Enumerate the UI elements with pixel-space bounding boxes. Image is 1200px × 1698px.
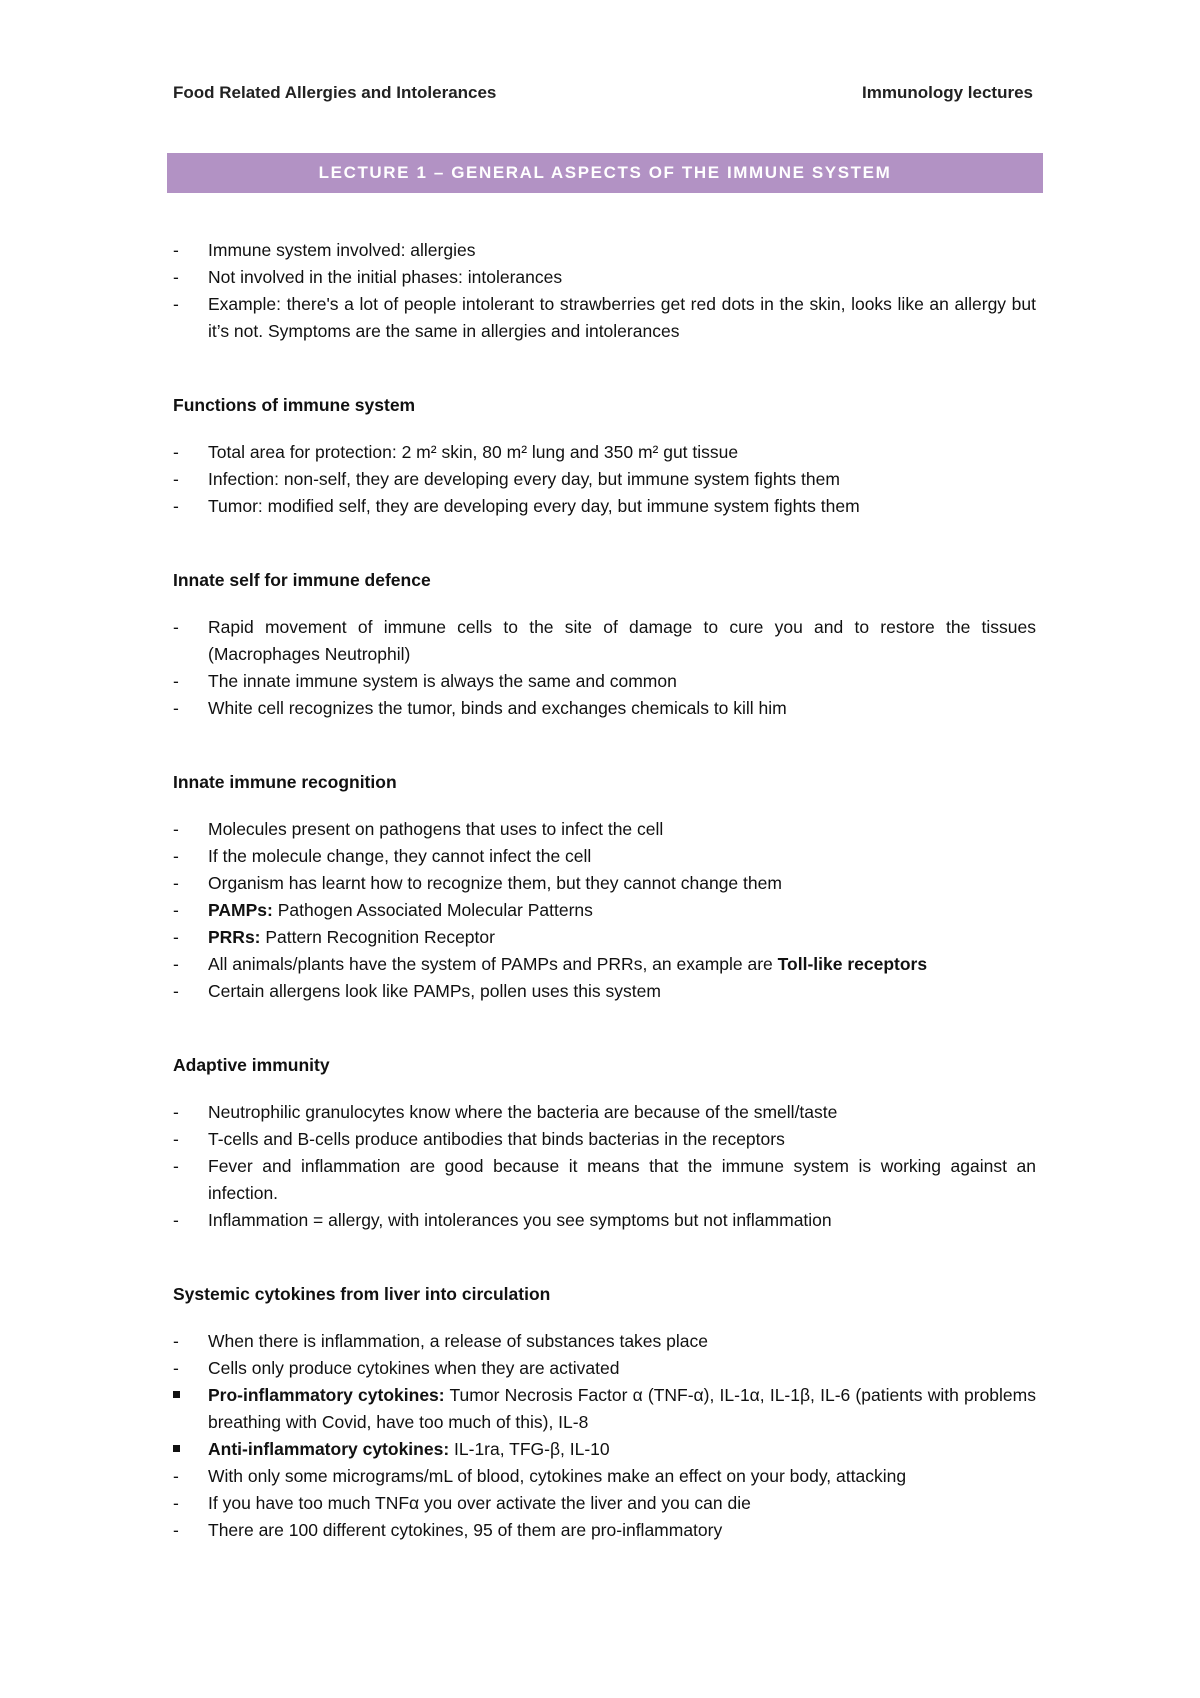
dash-bullet	[173, 951, 193, 978]
dash-bullet	[173, 493, 193, 520]
list-item	[173, 1207, 1036, 1234]
dash-bullet	[173, 695, 193, 722]
list-item	[173, 1328, 1036, 1355]
list-item	[173, 1126, 1036, 1153]
dash-bullet	[173, 1126, 193, 1153]
list-item-text: Tumor Necrosis Factor α (TNF-α), IL-1α, IL-1β, IL-6 (patients with problems breathing with Covid, have too much of this), IL-8	[208, 1385, 1036, 1432]
dash-bullet	[173, 1355, 193, 1382]
intro-list	[173, 237, 1036, 345]
section-heading: Functions of immune system	[173, 395, 416, 415]
dash-bullet	[173, 1517, 193, 1544]
list-item	[173, 1153, 1036, 1207]
square-bullet-icon	[173, 1382, 193, 1409]
dash-bullet	[173, 1099, 193, 1126]
list-item-text: Certain allergens look like PAMPs, pollen uses this system	[208, 981, 661, 1001]
dash-bullet	[173, 614, 193, 641]
term-label: PRRs:	[208, 927, 261, 947]
list-item-text: If the molecule change, they cannot infect the cell	[208, 846, 592, 866]
dash-bullet	[173, 1207, 193, 1234]
dash-bullet	[173, 237, 193, 264]
lecture-title-banner: LECTURE 1 – GENERAL ASPECTS OF THE IMMUNE SYSTEM	[167, 153, 1043, 193]
dash-bullet	[173, 466, 193, 493]
header-course-title: Food Related Allergies and Intolerances	[173, 83, 497, 102]
list-item	[173, 897, 1036, 924]
list-item-text: Immune system involved: allergies	[208, 240, 476, 260]
dash-bullet	[173, 843, 193, 870]
list-item	[173, 291, 1036, 345]
list-item	[173, 1099, 1036, 1126]
list-item-text: Not involved in the initial phases: intolerances	[208, 267, 563, 287]
dash-bullet	[173, 439, 193, 466]
section-list	[173, 1328, 1036, 1544]
list-item	[173, 1490, 1036, 1517]
list-item	[173, 493, 1036, 520]
list-item-text: The innate immune system is always the same and common	[208, 671, 677, 691]
list-item	[173, 264, 1036, 291]
list-item-text: Total area for protection: 2 m² skin, 80 m² lung and 350 m² gut tissue	[208, 442, 739, 462]
list-item	[173, 1436, 1036, 1463]
list-item-text: There are 100 different cytokines, 95 of them are pro-inflammatory	[208, 1520, 723, 1540]
list-item	[173, 1517, 1036, 1544]
term-label: Anti-inflammatory cytokines:	[208, 1439, 450, 1459]
dash-bullet	[173, 1490, 193, 1517]
list-item	[173, 816, 1036, 843]
section-heading: Innate self for immune defence	[173, 570, 431, 590]
list-item-text: Rapid movement of immune cells to the site of damage to cure you and to restore the tissues (Macrophages Neutrophil)	[208, 617, 1036, 664]
section-heading: Innate immune recognition	[173, 772, 397, 792]
list-item-text: White cell recognizes the tumor, binds and exchanges chemicals to kill him	[208, 698, 787, 718]
list-item	[173, 843, 1036, 870]
dash-bullet	[173, 1463, 193, 1490]
dash-bullet	[173, 1328, 193, 1355]
dash-bullet	[173, 870, 193, 897]
list-item-text: Fever and inflammation are good because it means that the immune system is working against an infection.	[208, 1156, 1036, 1203]
list-item-text: IL-1ra, TFG-β, IL-10	[449, 1439, 610, 1459]
list-item	[173, 237, 1036, 264]
list-item	[173, 439, 1036, 466]
dash-bullet	[173, 897, 193, 924]
header-lecture-series: Immunology lectures	[862, 83, 1033, 102]
dash-bullet	[173, 668, 193, 695]
dash-bullet	[173, 1153, 193, 1180]
list-item-text: When there is inflammation, a release of substances takes place	[208, 1331, 708, 1351]
list-item	[173, 695, 1036, 722]
list-item	[173, 978, 1036, 1005]
list-item	[173, 951, 1036, 978]
section-list	[173, 1099, 1036, 1234]
dash-bullet	[173, 291, 193, 318]
term-label: PAMPs:	[208, 900, 273, 920]
list-item-text: Tumor: modified self, they are developing every day, but immune system fights them	[208, 496, 860, 516]
list-item-text: With only some micrograms/mL of blood, cytokines make an effect on your body, attacking	[208, 1466, 907, 1486]
document-body	[173, 237, 1036, 1544]
section-list	[173, 614, 1036, 722]
dash-bullet	[173, 924, 193, 951]
list-item-text: Cells only produce cytokines when they are activated	[208, 1358, 620, 1378]
list-item	[173, 614, 1036, 668]
list-item-text: Infection: non-self, they are developing every day, but immune system fights them	[208, 469, 840, 489]
list-item	[173, 466, 1036, 493]
list-item-text: Organism has learnt how to recognize them, but they cannot change them	[208, 873, 782, 893]
list-item	[173, 870, 1036, 897]
list-item-text: Pattern Recognition Receptor	[260, 927, 495, 947]
square-bullet-icon	[173, 1436, 193, 1463]
list-item-text: If you have too much TNFα you over activate the liver and you can die	[208, 1493, 751, 1513]
list-item-text: Pathogen Associated Molecular Patterns	[272, 900, 593, 920]
list-item	[173, 668, 1036, 695]
dash-bullet	[173, 978, 193, 1005]
section-list	[173, 816, 1036, 1005]
dash-bullet	[173, 816, 193, 843]
dash-bullet	[173, 264, 193, 291]
list-item	[173, 924, 1036, 951]
list-item	[173, 1382, 1036, 1436]
term-label: Pro-inflammatory cytokines:	[208, 1385, 445, 1405]
list-item-text: Example: there's a lot of people intolerant to strawberries get red dots in the skin, looks like an allergy but it’s not. Symptoms are the same in allergies and intolerances	[208, 294, 1036, 341]
list-item-text: Inflammation = allergy, with intolerances you see symptoms but not inflammation	[208, 1210, 832, 1230]
list-item-text: T-cells and B-cells produce antibodies that binds bacterias in the receptors	[208, 1129, 785, 1149]
list-item	[173, 1463, 1036, 1490]
section-heading: Adaptive immunity	[173, 1055, 330, 1075]
term-label: Toll-like receptors	[777, 954, 928, 974]
list-item-text: Molecules present on pathogens that uses to infect the cell	[208, 819, 664, 839]
list-item-text: Neutrophilic granulocytes know where the bacteria are because of the smell/taste	[208, 1102, 838, 1122]
list-item	[173, 1355, 1036, 1382]
section-list	[173, 439, 1036, 520]
section-heading: Systemic cytokines from liver into circulation	[173, 1284, 551, 1304]
list-item-text: All animals/plants have the system of PAMPs and PRRs, an example are	[208, 954, 778, 974]
